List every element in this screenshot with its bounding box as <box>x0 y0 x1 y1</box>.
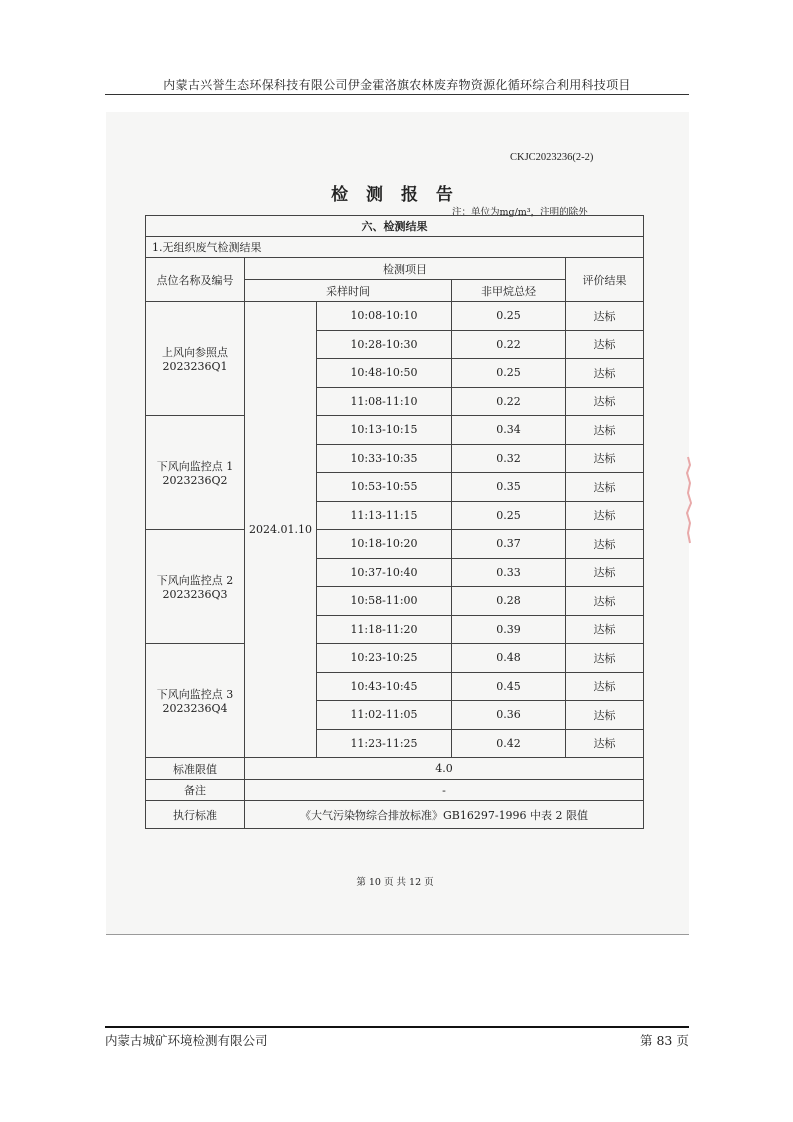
point-name: 上风向参照点 <box>162 346 228 359</box>
nmhc-value: 0.22 <box>452 330 566 359</box>
evaluation-result: 达标 <box>566 530 644 559</box>
nmhc-value: 0.28 <box>452 587 566 616</box>
table-row <box>146 416 644 445</box>
evaluation-result: 达标 <box>566 359 644 388</box>
sampling-time: 10:33-10:35 <box>317 444 452 473</box>
sampling-time: 10:18-10:20 <box>317 530 452 559</box>
point-name: 下风向监控点 1 <box>156 460 234 473</box>
table-row <box>146 302 644 331</box>
sampling-time: 10:53-10:55 <box>317 473 452 502</box>
standard-value: 《大气污染物综合排放标准》GB16297-1996 中表 2 限值 <box>245 801 644 829</box>
evaluation-result: 达标 <box>566 444 644 473</box>
sampling-time: 10:48-10:50 <box>317 359 452 388</box>
nmhc-value: 0.25 <box>452 302 566 331</box>
document-header-title: 内蒙古兴誉生态环保科技有限公司伊金霍洛旗农林废弃物资源化循环综合利用科技项目 <box>163 78 631 92</box>
evaluation-result: 达标 <box>566 672 644 701</box>
nmhc-value: 0.42 <box>452 729 566 758</box>
nmhc-value: 0.22 <box>452 387 566 416</box>
evaluation-result: 达标 <box>566 473 644 502</box>
footer-company: 内蒙古城矿环境检测有限公司 <box>105 1033 268 1048</box>
sampling-time: 10:43-10:45 <box>317 672 452 701</box>
subsection-title: 1.无组织废气检测结果 <box>146 237 644 258</box>
seal-stamp-fragment <box>684 455 692 545</box>
sampling-time: 10:37-10:40 <box>317 558 452 587</box>
point-name-cell <box>146 644 245 758</box>
limit-value: 4.0 <box>245 758 644 780</box>
column-header-items: 检测项目 <box>245 258 566 280</box>
footer-page-number: 第 83 页 <box>640 1033 689 1048</box>
limit-label: 标准限值 <box>146 758 245 780</box>
report-code: CKJC2023236(2-2) <box>510 152 594 163</box>
sampling-time: 10:13-10:15 <box>317 416 452 445</box>
report-title: 检 测 报 告 <box>331 185 459 205</box>
sampling-time: 10:23-10:25 <box>317 644 452 673</box>
column-header-point: 点位名称及编号 <box>146 258 245 302</box>
evaluation-result: 达标 <box>566 330 644 359</box>
nmhc-value: 0.45 <box>452 672 566 701</box>
point-name-cell <box>146 302 245 416</box>
standard-label: 执行标准 <box>146 801 245 829</box>
evaluation-result: 达标 <box>566 644 644 673</box>
nmhc-value: 0.39 <box>452 615 566 644</box>
evaluation-result: 达标 <box>566 587 644 616</box>
table-row <box>146 530 644 559</box>
page-info: 第 10 页 共 12 页 <box>356 877 434 888</box>
nmhc-value: 0.25 <box>452 359 566 388</box>
nmhc-value: 0.25 <box>452 501 566 530</box>
sampling-date: 2024.01.10 <box>245 302 317 758</box>
table-row <box>146 801 644 829</box>
sampling-time: 11:18-11:20 <box>317 615 452 644</box>
remark-value: - <box>245 780 644 801</box>
evaluation-result: 达标 <box>566 701 644 730</box>
footer-divider <box>105 1026 689 1028</box>
point-name-cell <box>146 530 245 644</box>
point-name: 下风向监控点 3 <box>156 688 234 701</box>
table-row <box>146 644 644 673</box>
sampling-time: 11:02-11:05 <box>317 701 452 730</box>
results-table <box>145 215 644 829</box>
evaluation-result: 达标 <box>566 501 644 530</box>
unit-note: 注：单位为mg/m³，注明的除外 <box>452 207 588 218</box>
section-title: 六、检测结果 <box>146 216 644 237</box>
point-code: 2023236Q2 <box>162 474 228 487</box>
nmhc-value: 0.33 <box>452 558 566 587</box>
point-name: 下风向监控点 2 <box>156 574 234 587</box>
evaluation-result: 达标 <box>566 558 644 587</box>
sampling-time: 11:13-11:15 <box>317 501 452 530</box>
point-code: 2023236Q4 <box>162 702 228 715</box>
nmhc-value: 0.34 <box>452 416 566 445</box>
nmhc-value: 0.36 <box>452 701 566 730</box>
nmhc-value: 0.35 <box>452 473 566 502</box>
nmhc-value: 0.32 <box>452 444 566 473</box>
column-header-eval: 评价结果 <box>566 258 644 302</box>
point-name-cell <box>146 416 245 530</box>
sampling-time: 10:28-10:30 <box>317 330 452 359</box>
sampling-time: 10:08-10:10 <box>317 302 452 331</box>
table-row <box>146 758 644 780</box>
evaluation-result: 达标 <box>566 729 644 758</box>
evaluation-result: 达标 <box>566 387 644 416</box>
nmhc-value: 0.48 <box>452 644 566 673</box>
sampling-time: 11:23-11:25 <box>317 729 452 758</box>
point-code: 2023236Q1 <box>162 360 228 373</box>
column-header-nmhc: 非甲烷总烃 <box>452 280 566 302</box>
sampling-time: 10:58-11:00 <box>317 587 452 616</box>
sampling-time: 11:08-11:10 <box>317 387 452 416</box>
evaluation-result: 达标 <box>566 302 644 331</box>
header-divider <box>105 94 689 95</box>
table-row <box>146 780 644 801</box>
evaluation-result: 达标 <box>566 416 644 445</box>
remark-label: 备注 <box>146 780 245 801</box>
evaluation-result: 达标 <box>566 615 644 644</box>
column-header-time: 采样时间 <box>245 280 452 302</box>
point-code: 2023236Q3 <box>162 588 228 601</box>
scan-bottom-edge <box>106 934 689 935</box>
nmhc-value: 0.37 <box>452 530 566 559</box>
